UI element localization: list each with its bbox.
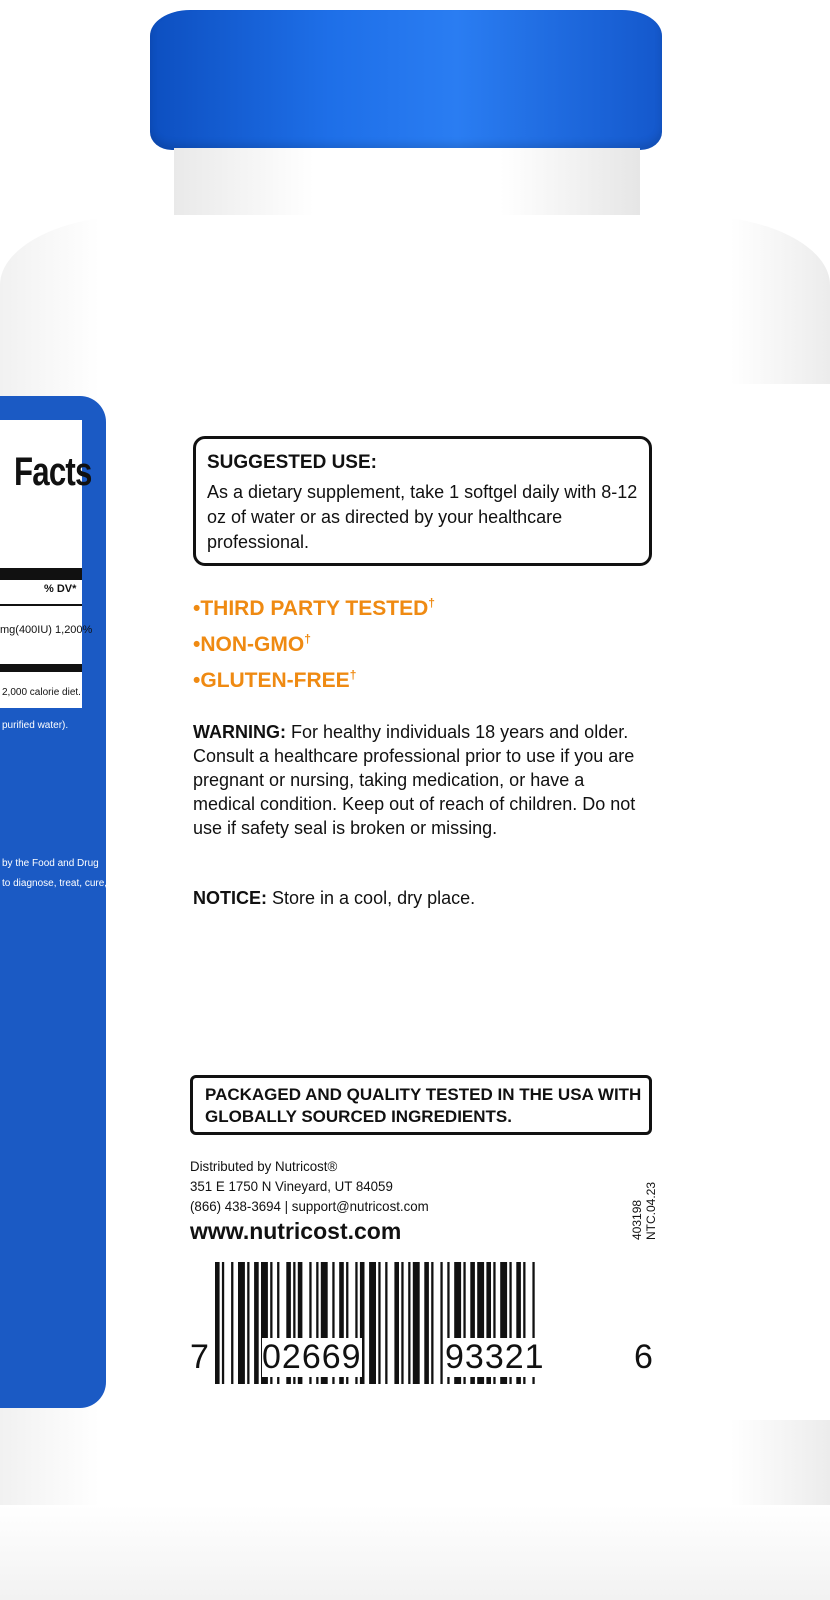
fda-line-2: to diagnose, treat, cure,	[2, 878, 108, 889]
claim-third-party-tested: •THIRD PARTY TESTED†	[193, 596, 435, 620]
barcode-digit-check: 6	[634, 1338, 653, 1376]
barcode-digits-left: 02669	[262, 1338, 362, 1376]
bottle-cap	[150, 10, 662, 150]
distributor-info: Distributed by Nutricost® 351 E 1750 N Vineyard, UT 84059 (866) 438-3694 | support@nutricost.com	[190, 1158, 429, 1214]
ingredient-fragment: purified water).	[2, 720, 69, 731]
suggested-use-text: As a dietary supplement, take 1 softgel daily with 8-12 oz of water or as directed by your healthcare professional.	[207, 482, 638, 552]
warning-label: WARNING:	[193, 722, 286, 742]
facts-thick-rule	[0, 568, 82, 580]
website-url: www.nutricost.com	[190, 1218, 402, 1244]
supplement-facts-title: Facts	[14, 450, 92, 494]
calorie-note: 2,000 calorie diet.	[2, 687, 81, 698]
notice-text: NOTICE: Store in a cool, dry place.	[193, 888, 476, 908]
facts-rule	[0, 604, 82, 606]
dv-header: % DV*	[44, 583, 77, 595]
facts-bottom-rule	[0, 664, 82, 672]
bottle-base	[0, 1505, 830, 1600]
packaged-text: PACKAGED AND QUALITY TESTED IN THE USA WITH GLOBALLY SOURCED INGREDIENTS.	[205, 1085, 642, 1126]
facts-row: mg(400IU) 1,200%	[0, 624, 93, 636]
claim-gluten-free: •GLUTEN-FREE†	[193, 668, 357, 692]
barcode-digits-right: 93321	[445, 1338, 545, 1376]
lot-codes: 403198 NTC.04.23	[630, 1181, 658, 1240]
fda-line-1: by the Food and Drug	[2, 858, 99, 869]
claim-non-gmo: •NON-GMO†	[193, 632, 311, 656]
barcode-digit-first: 7	[190, 1338, 209, 1376]
suggested-use-title: SUGGESTED USE:	[207, 452, 377, 473]
notice-label: NOTICE:	[193, 888, 267, 908]
warning-text: WARNING: For healthy individuals 18 years and older. Consult a healthcare professional prior to use if you are pregnant or nursing, taking medication, or have a medical condition. Keep out of reach of children. Do not use if safety seal is broken or missing.	[193, 722, 636, 838]
